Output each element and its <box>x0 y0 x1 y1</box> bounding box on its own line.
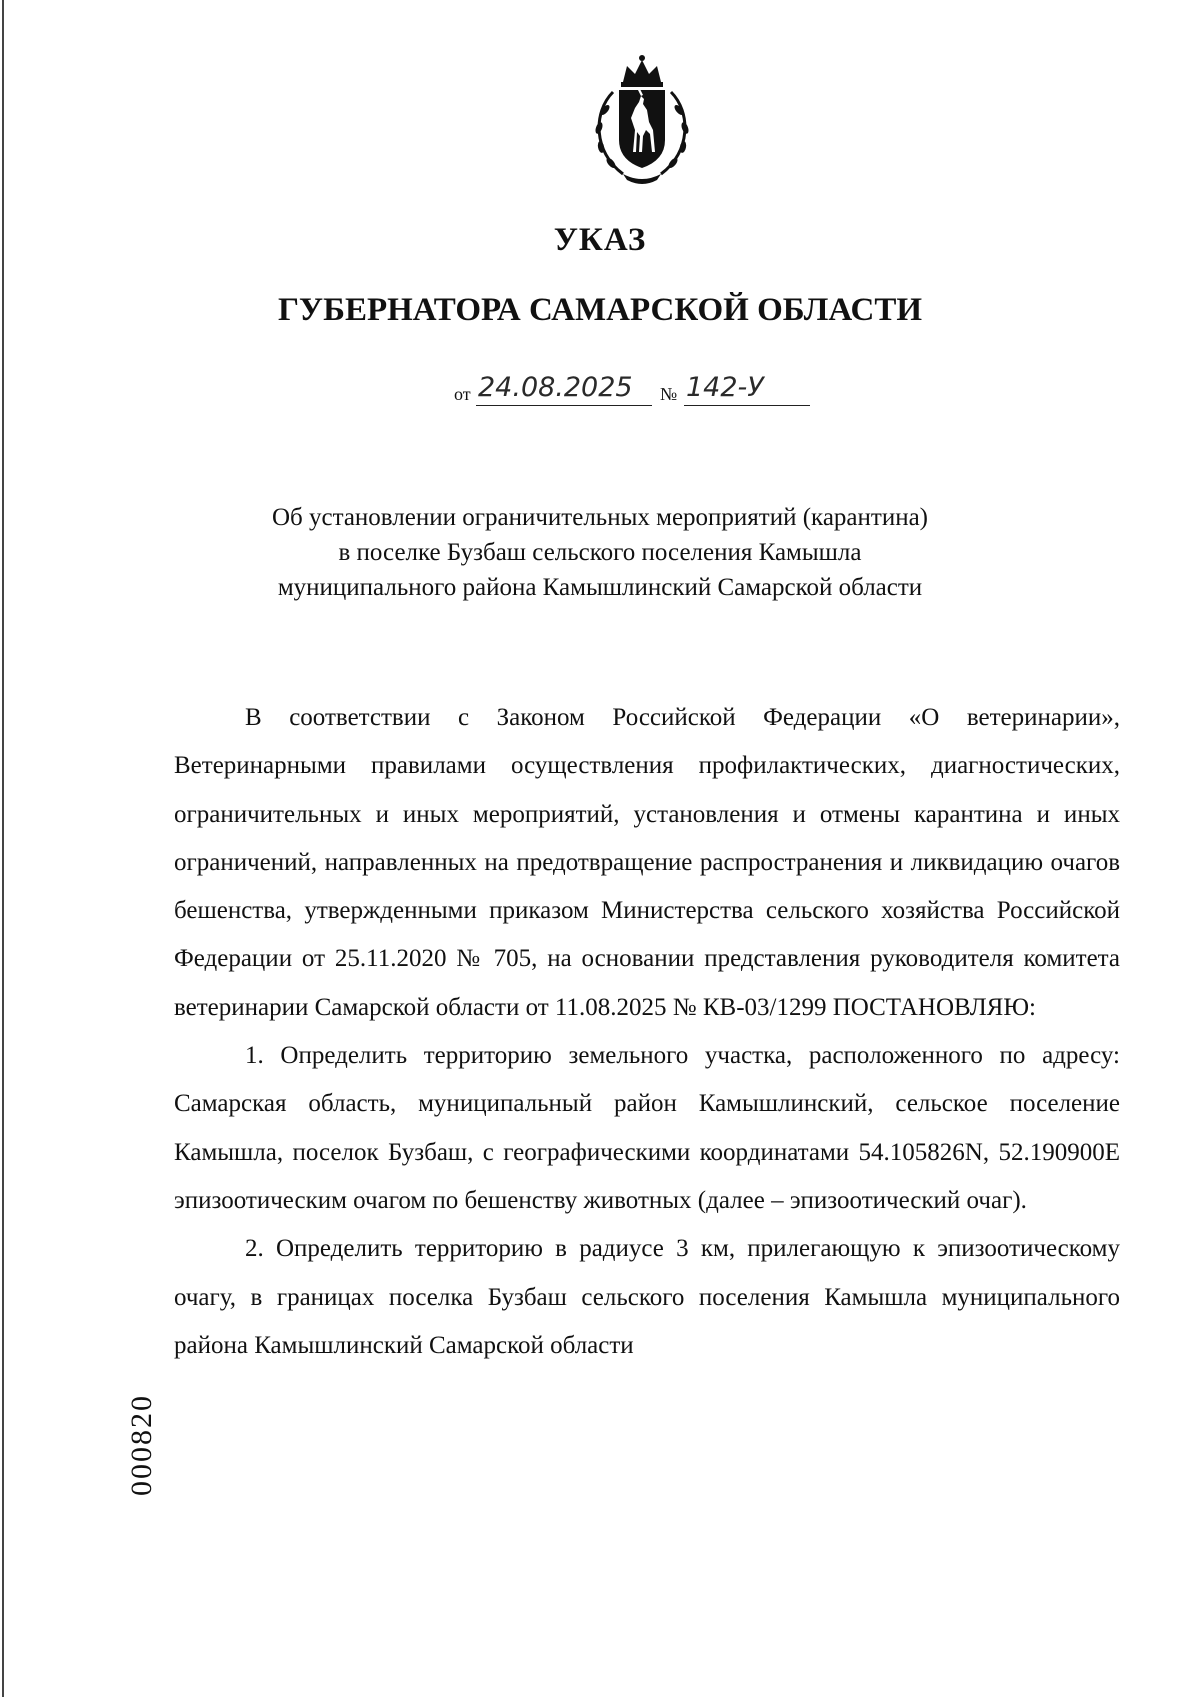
number-prefix: № <box>660 384 678 404</box>
body-paragraph-item-2: 2. Определить территорию в радиусе 3 км, прилегающую к эпизоотическому очагу, в границах поселка Бузбаш сельского поселения Камышла муниципального района Камышлинский Самарской области <box>174 1235 1120 1359</box>
decree-authority: ГУБЕРНАТОРА САМАРСКОЙ ОБЛАСТИ <box>277 292 923 328</box>
decree-date-number <box>454 372 854 412</box>
decree-date: 24.08.2025 <box>476 372 652 406</box>
document-title-line: в поселке Бузбаш сельского поселения Камышла <box>338 539 862 566</box>
document-title-line: муниципального района Камышлинский Самарской области <box>277 574 923 601</box>
body-paragraph-preamble: В соответствии с Законом Российской Федерации «О ветеринарии», Ветеринарными правилами осуществления профилактических, диагностических, ограничительных и иных мероприятий, установления и отмены карантина и иных ограничений, направленных на предотвращение распространения и ликвидацию очагов бешенства, утвержденными приказом Министерства сельского хозяйства Российской Федерации от 25.11.2020 № 705, на основании представления руководителя комитета ветеринарии Самарской области от 11.08.2025 № КВ-03/1299 ПОСТАНОВЛЯЮ: <box>174 704 1120 1021</box>
date-prefix: от <box>454 384 471 404</box>
document-title <box>0 500 1200 605</box>
serial-number: 000820 <box>125 1394 158 1496</box>
decree-number: 142-У <box>684 372 810 406</box>
samara-coat-of-arms-icon <box>583 52 701 188</box>
document-title-line: Об установлении ограничительных мероприятий (карантина) <box>271 504 929 531</box>
document-body <box>174 694 1120 1370</box>
body-paragraph-item-1: 1. Определить территорию земельного участка, расположенного по адресу: Самарская область, муниципальный район Камышлинский, сельское поселение Камышла, поселок Бузбаш, с географическими координатами 54.105826N, 52.190900E эпизоотическим очагом по бешенству животных (далее – эпизоотический очаг). <box>174 1042 1120 1214</box>
decree-title: УКАЗ <box>553 222 647 258</box>
